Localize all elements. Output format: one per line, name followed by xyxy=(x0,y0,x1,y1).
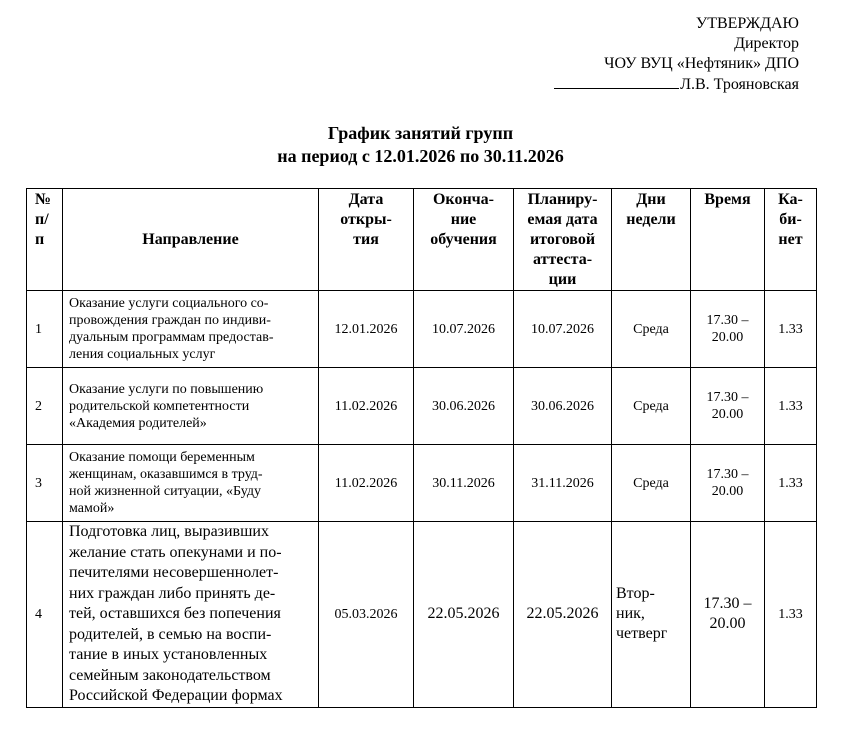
schedule-table xyxy=(26,188,817,708)
header-room: Ка- би- нет xyxy=(765,189,817,291)
row-attest-date: 22.05.2026 xyxy=(514,522,612,708)
row-direction: Оказание услуги социального со- провождения граждан по индиви- дуальным программам предостав- ления социальных услуг xyxy=(63,291,319,368)
row-open-date: 12.01.2026 xyxy=(319,291,414,368)
row-room: 1.33 xyxy=(765,368,817,445)
header-direction: Направление xyxy=(63,189,319,291)
row-days: Среда xyxy=(612,291,691,368)
row-days: Среда xyxy=(612,445,691,522)
row-number: 3 xyxy=(27,445,63,522)
title-line-2: на период с 12.01.2026 по 30.11.2026 xyxy=(277,146,564,166)
row-end-date: 10.07.2026 xyxy=(414,291,514,368)
header-days: Дни недели xyxy=(612,189,691,291)
row-open-date: 11.02.2026 xyxy=(319,445,414,522)
approval-organization: ЧОУ ВУЦ «Нефтяник» ДПО xyxy=(604,55,799,72)
header-attest-date: Планиру- емая дата итоговой аттеста- ции xyxy=(514,189,612,291)
row-attest-date: 31.11.2026 xyxy=(514,445,612,522)
header-open-date: Дата откры- тия xyxy=(319,189,414,291)
row-time: 17.30 – 20.00 xyxy=(691,522,765,708)
row-number: 4 xyxy=(27,522,63,708)
row-time: 17.30 – 20.00 xyxy=(691,445,765,522)
header-time: Время xyxy=(691,189,765,291)
header-row xyxy=(27,189,817,291)
signature-line xyxy=(554,74,679,89)
row-time: 17.30 – 20.00 xyxy=(691,291,765,368)
row-end-date: 30.11.2026 xyxy=(414,445,514,522)
row-direction: Оказание услуги по повышению родительской компетентности «Академия родителей» xyxy=(63,368,319,445)
row-days: Среда xyxy=(612,368,691,445)
row-end-date: 30.06.2026 xyxy=(414,368,514,445)
approval-position: Директор xyxy=(734,35,799,52)
table-row xyxy=(27,368,817,445)
row-room: 1.33 xyxy=(765,291,817,368)
approval-signatory: Л.В. Трояновская xyxy=(680,76,799,93)
approval-signature xyxy=(554,74,799,95)
header-number: № п/ п xyxy=(27,189,63,291)
title-line-1: График занятий групп xyxy=(327,123,514,143)
row-end-date: 22.05.2026 xyxy=(414,522,514,708)
approval-heading: УТВЕРЖДАЮ xyxy=(695,15,799,32)
row-attest-date: 30.06.2026 xyxy=(514,368,612,445)
table-row xyxy=(27,522,817,708)
row-open-date: 11.02.2026 xyxy=(319,368,414,445)
header-end-date: Оконча- ние обучения xyxy=(414,189,514,291)
table-row xyxy=(27,445,817,522)
approval-block xyxy=(554,14,799,95)
row-time: 17.30 – 20.00 xyxy=(691,368,765,445)
row-days: Втор- ник, четверг xyxy=(612,522,691,708)
row-number: 1 xyxy=(27,291,63,368)
row-attest-date: 10.07.2026 xyxy=(514,291,612,368)
row-direction: Оказание помощи беременным женщинам, оказавшимся в труд- ной жизненной ситуации, «Буду мамой» xyxy=(63,445,319,522)
document-title xyxy=(0,122,841,168)
row-room: 1.33 xyxy=(765,445,817,522)
row-open-date: 05.03.2026 xyxy=(319,522,414,708)
row-room: 1.33 xyxy=(765,522,817,708)
row-number: 2 xyxy=(27,368,63,445)
table-row xyxy=(27,291,817,368)
row-direction: Подготовка лиц, выразивших желание стать опекунами и по- печителями несовершеннолет- них граждан либо принять де- тей, оставшихся без попечения родителей, в семью на воспи- тание в иных установленных семейным законодательством Российской Федерации формах xyxy=(63,522,319,708)
